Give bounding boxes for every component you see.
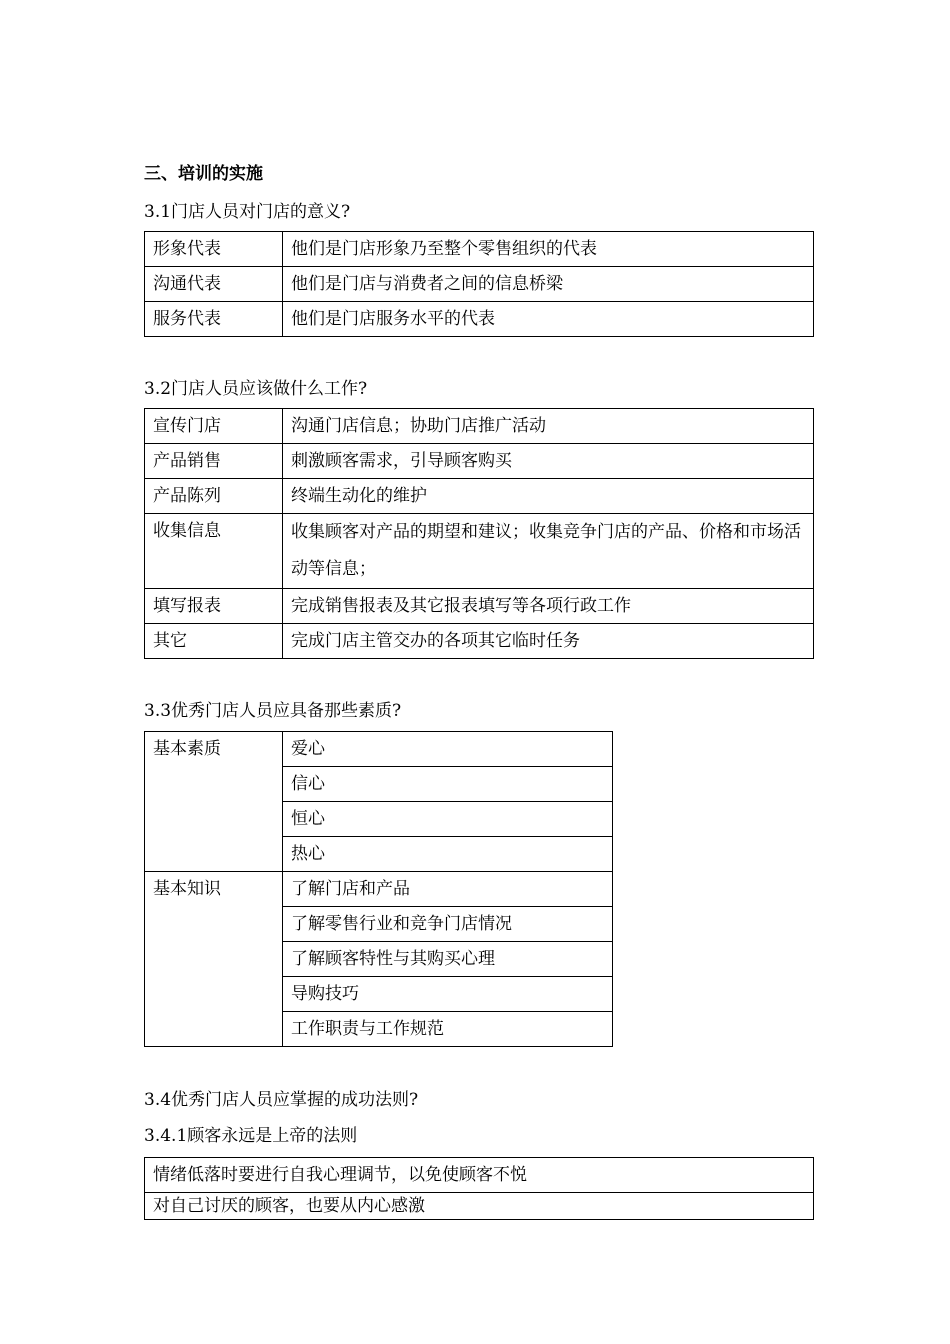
table-cell-label: 产品销售 (145, 444, 283, 479)
table-row (145, 444, 814, 479)
table-cell-label: 基本知识 (145, 872, 283, 1047)
q4-sub-title: 3.4.1顾客永远是上帝的法则 (144, 1126, 358, 1146)
table-row (145, 514, 814, 589)
table-cell-label: 形象代表 (145, 232, 283, 267)
table-row (145, 872, 613, 907)
q2-title: 3.2门店人员应该做什么工作? (144, 379, 368, 399)
q4-table (144, 1157, 814, 1220)
table-cell-text: 恒心 (283, 802, 613, 837)
table-cell-label: 基本素质 (145, 732, 283, 872)
table-row (145, 267, 814, 302)
table-cell-label: 收集信息 (145, 514, 283, 589)
table-cell-text: 情绪低落时要进行自我心理调节，以免使顾客不悦 (145, 1158, 814, 1193)
q4-title: 3.4优秀门店人员应掌握的成功法则? (144, 1090, 419, 1110)
table-cell-text: 了解顾客特性与其购买心理 (283, 942, 613, 977)
table-cell-text: 热心 (283, 837, 613, 872)
table-cell-text: 收集顾客对产品的期望和建议；收集竞争门店的产品、价格和市场活动等信息； (283, 514, 814, 589)
q3-table (144, 731, 613, 1047)
table-cell-text: 完成销售报表及其它报表填写等各项行政工作 (283, 589, 814, 624)
table-cell-text: 完成门店主管交办的各项其它临时任务 (283, 624, 814, 659)
table-cell-label: 沟通代表 (145, 267, 283, 302)
table-cell-text: 他们是门店服务水平的代表 (283, 302, 814, 337)
q1-title: 3.1门店人员对门店的意义? (144, 202, 351, 222)
table-cell-text: 终端生动化的维护 (283, 479, 814, 514)
table-cell-text: 刺激顾客需求，引导顾客购买 (283, 444, 814, 479)
q1-table (144, 231, 814, 337)
table-cell-text: 了解门店和产品 (283, 872, 613, 907)
table-row (145, 1193, 814, 1220)
table-cell-label: 宣传门店 (145, 409, 283, 444)
table-row (145, 732, 613, 767)
table-row (145, 302, 814, 337)
table-row (145, 1158, 814, 1193)
table-row (145, 479, 814, 514)
table-cell-label: 产品陈列 (145, 479, 283, 514)
table-row (145, 232, 814, 267)
table-row (145, 589, 814, 624)
table-row (145, 624, 814, 659)
table-cell-label: 服务代表 (145, 302, 283, 337)
table-cell-text: 他们是门店形象乃至整个零售组织的代表 (283, 232, 814, 267)
table-cell-text: 沟通门店信息；协助门店推广活动 (283, 409, 814, 444)
table-cell-label: 填写报表 (145, 589, 283, 624)
table-row (145, 409, 814, 444)
table-cell-text: 信心 (283, 767, 613, 802)
table-cell-label: 其它 (145, 624, 283, 659)
table-cell-text: 爱心 (283, 732, 613, 767)
table-cell-text: 他们是门店与消费者之间的信息桥梁 (283, 267, 814, 302)
table-cell-text: 工作职责与工作规范 (283, 1012, 613, 1047)
q3-title: 3.3优秀门店人员应具备那些素质? (144, 701, 402, 721)
section-title: 三、培训的实施 (144, 164, 263, 184)
q2-table (144, 408, 814, 659)
table-cell-text: 对自己讨厌的顾客，也要从内心感激 (145, 1193, 814, 1220)
table-cell-text: 了解零售行业和竞争门店情况 (283, 907, 613, 942)
table-cell-text: 导购技巧 (283, 977, 613, 1012)
